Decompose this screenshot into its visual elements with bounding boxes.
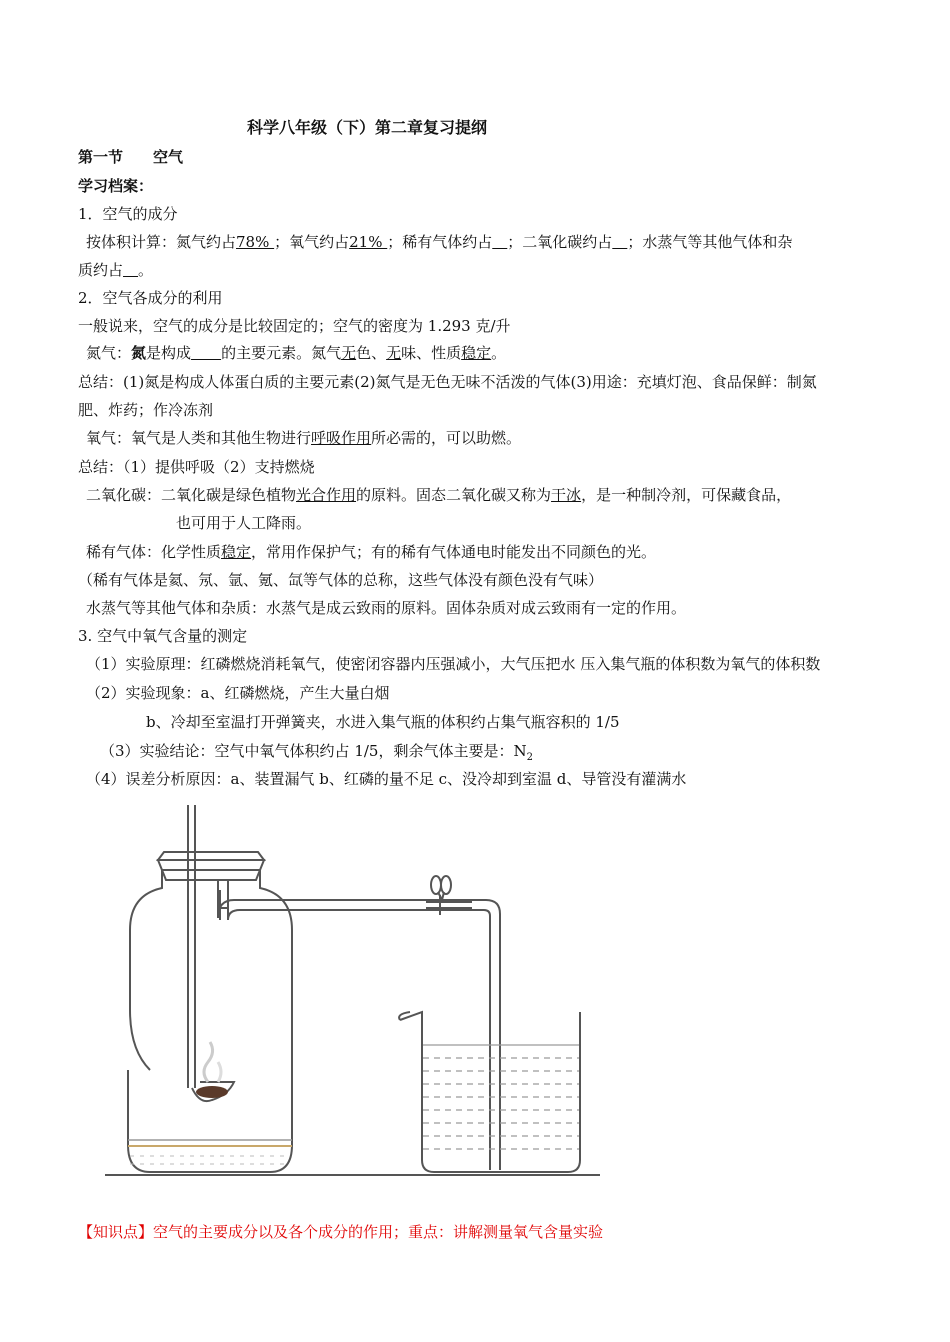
- section-heading: 第一节 空气: [78, 148, 184, 166]
- p3-heading: 3. 空气中氧气含量的测定: [78, 627, 248, 645]
- red-phosphorus: [196, 1086, 228, 1098]
- vapor-line: 水蒸气等其他气体和杂质：水蒸气是成云致雨的原料。固体杂质对成云致雨有一定的作用。: [86, 599, 687, 617]
- p3-phenomenon-a: （2）实验现象：a、红磷燃烧，产生大量白烟: [86, 684, 390, 702]
- p1-line2: 质约占 。: [78, 261, 154, 279]
- p3-conclusion: （3）实验结论：空气中氧气体积约占 1/5，剩余气体主要是：$N_2$: [100, 742, 533, 763]
- co2-line2: 也可用于人工降雨。: [176, 514, 312, 532]
- p3-principle: （1）实验原理：红磷燃烧消耗氧气，使密闭容器内压强减小，大气压把水 压入集气瓶的体积数为氧气的体积数: [86, 655, 821, 673]
- oxygen-line: 氧气：氧气是人类和其他生物进行呼吸作用所必需的，可以助燃。: [86, 429, 522, 447]
- co2-line1: 二氧化碳：二氧化碳是绿色植物光合作用的原料。固态二氧化碳又称为干冰，是一种制冷剂，可保藏食品，: [86, 486, 792, 504]
- tube-main: [218, 900, 500, 1170]
- p1-line1: 按体积计算：氮气约占78% ；氧气约占21% ；稀有气体约占 ；二氧化碳约占 ；水蒸气等其他气体和杂: [86, 233, 793, 251]
- summary2: 总结：（1）提供呼吸（2）支持燃烧: [78, 458, 315, 476]
- archive-heading: 学习档案：: [78, 177, 154, 195]
- p2-heading: 2．空气各成分的利用: [78, 289, 223, 307]
- summary1-line2: 肥、炸药；作冷冻剂: [78, 401, 214, 419]
- jar-bottom-dashes: [130, 1156, 290, 1164]
- summary1-line1: 总结：(1)氮是构成人体蛋白质的主要元素(2)氮气是无色无味不活泼的气体(3)用途：充填灯泡、食品保鲜：制氮: [78, 373, 817, 391]
- tube-inner: [228, 904, 490, 1170]
- p2-line1: 一般说来，空气的成分是比较固定的；空气的密度为 1.293 克/升: [78, 317, 511, 335]
- p3-error-analysis: （4）误差分析原因：a、装置漏气 b、红磷的量不足 c、没冷却到室温 d、导管没有灌满水: [86, 770, 687, 788]
- rare-gas-line: 稀有气体：化学性质稳定，常用作保护气；有的稀有气体通电时能发出不同颜色的光。: [86, 543, 657, 561]
- gas-jar: [128, 870, 292, 1172]
- rare-gas-note: （稀有气体是氦、氖、氩、氪、氙等气体的总称，这些气体没有颜色没有气味）: [78, 571, 604, 589]
- white-smoke: [204, 1042, 213, 1082]
- p3-phenomenon-b: b、冷却至室温打开弹簧夹，水进入集气瓶的体积约占集气瓶容积的 1/5: [146, 713, 620, 731]
- apparatus-diagram: [100, 800, 610, 1180]
- page-title: 科学八年级（下）第二章复习提纲: [247, 118, 488, 137]
- knowledge-point: 【知识点】空气的主要成分以及各个成分的作用；重点：讲解测量氧气含量实验: [78, 1223, 604, 1241]
- nitrogen-line: 氮气：氮是构成 的主要元素。氮气无色、无味、性质稳定。: [86, 344, 507, 362]
- p1-heading: 1．空气的成分: [78, 205, 178, 223]
